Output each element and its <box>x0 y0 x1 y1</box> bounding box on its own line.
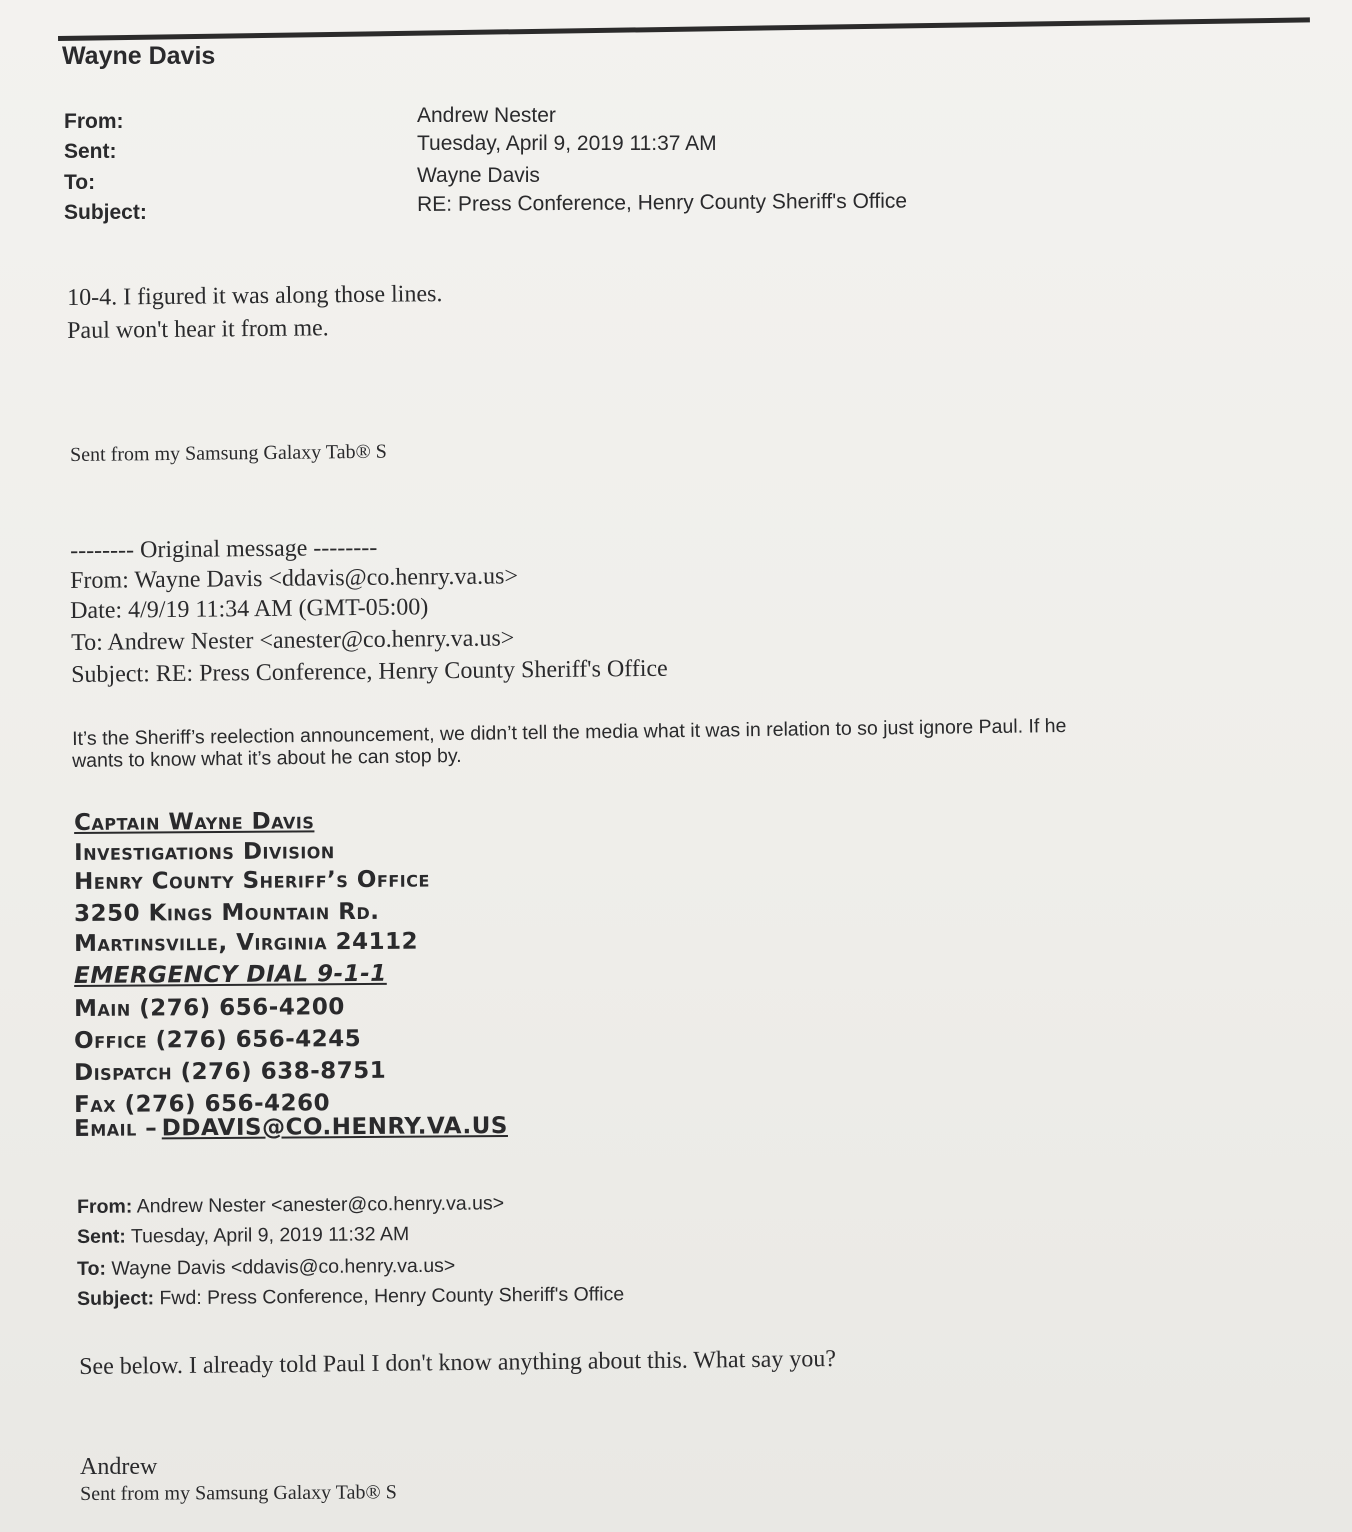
sig-name: Captain Wayne Davis <box>74 808 315 836</box>
fwd-to-label: To: <box>77 1257 107 1280</box>
from-label: From: <box>64 110 124 133</box>
sig-street: 3250 Kings Mountain Rd. <box>74 898 380 927</box>
fwd-from-value: Andrew Nester <anester@co.henry.va.us> <box>136 1192 505 1218</box>
fwd-signoff: Andrew <box>80 1454 158 1480</box>
original-date: Date: 4/9/19 11:34 AM (GMT-05:00) <box>70 594 429 624</box>
sig-fax: Fax (276) 656-4260 <box>74 1090 331 1118</box>
subject-value: RE: Press Conference, Henry County Sheriff's Office <box>417 189 908 216</box>
original-to: To: Andrew Nester <anester@co.henry.va.us> <box>71 625 515 656</box>
sent-value: Tuesday, April 9, 2019 11:37 AM <box>417 132 717 155</box>
reply-line-1: 10-4. I figured it was along those lines. <box>67 281 443 311</box>
sig-main-phone: Main (276) 656-4200 <box>74 994 345 1022</box>
sent-label: Sent: <box>64 140 117 163</box>
original-divider: -------- Original message -------- <box>70 534 378 564</box>
reply-signature: Sent from my Samsung Galaxy Tab® S <box>70 440 387 466</box>
header-rule <box>58 17 1310 41</box>
sig-office-phone: Office (276) 656-4245 <box>74 1025 362 1054</box>
fwd-from-label: From: <box>77 1195 133 1218</box>
fwd-to-line <box>77 1255 455 1281</box>
sig-division: Investigations Division <box>74 838 335 866</box>
to-label: To: <box>64 171 96 194</box>
fwd-body: See below. I already told Paul I don't know anything about this. What say you? <box>79 1346 837 1380</box>
sig-office: Henry County Sheriff’s Office <box>74 866 430 895</box>
sig-city: Martinsville, Virginia 24112 <box>74 928 419 957</box>
fwd-from-line <box>77 1192 504 1219</box>
fwd-sent-value: Tuesday, April 9, 2019 11:32 AM <box>130 1223 410 1248</box>
fwd-subject-label: Subject: <box>77 1287 155 1310</box>
original-body-line-2: wants to know what it’s about he can stop by. <box>72 744 462 772</box>
to-value: Wayne Davis <box>417 164 540 187</box>
print-header-name: Wayne Davis <box>62 42 216 70</box>
sig-email-label: Email – <box>74 1115 158 1142</box>
reply-line-2: Paul won't hear it from me. <box>67 315 329 344</box>
fwd-subject-value: Fwd: Press Conference, Henry County Sheriff's Office <box>159 1283 625 1310</box>
fwd-sent-label: Sent: <box>77 1225 126 1248</box>
fwd-subject-line <box>77 1283 624 1311</box>
from-value: Andrew Nester <box>417 104 556 127</box>
sig-emergency: EMERGENCY DIAL 9-1-1 <box>74 960 387 989</box>
sig-email-link[interactable]: DDAVIS@CO.HENRY.VA.US <box>161 1112 508 1142</box>
original-from: From: Wayne Davis <ddavis@co.henry.va.us> <box>70 563 519 594</box>
sig-dispatch-phone: Dispatch (276) 638-8751 <box>74 1057 387 1086</box>
fwd-to-value: Wayne Davis <ddavis@co.henry.va.us> <box>111 1254 456 1280</box>
fwd-signature: Sent from my Samsung Galaxy Tab® S <box>80 1481 397 1505</box>
original-subject: Subject: RE: Press Conference, Henry County Sheriff's Office <box>71 655 668 688</box>
sig-email-line <box>74 1113 508 1142</box>
original-body-line-1: It’s the Sheriff’s reelection announcement, we didn’t tell the media what it was in relation to so just ignore Paul. If he <box>72 714 1067 750</box>
fwd-sent-line <box>77 1223 409 1249</box>
subject-label: Subject: <box>64 201 147 224</box>
